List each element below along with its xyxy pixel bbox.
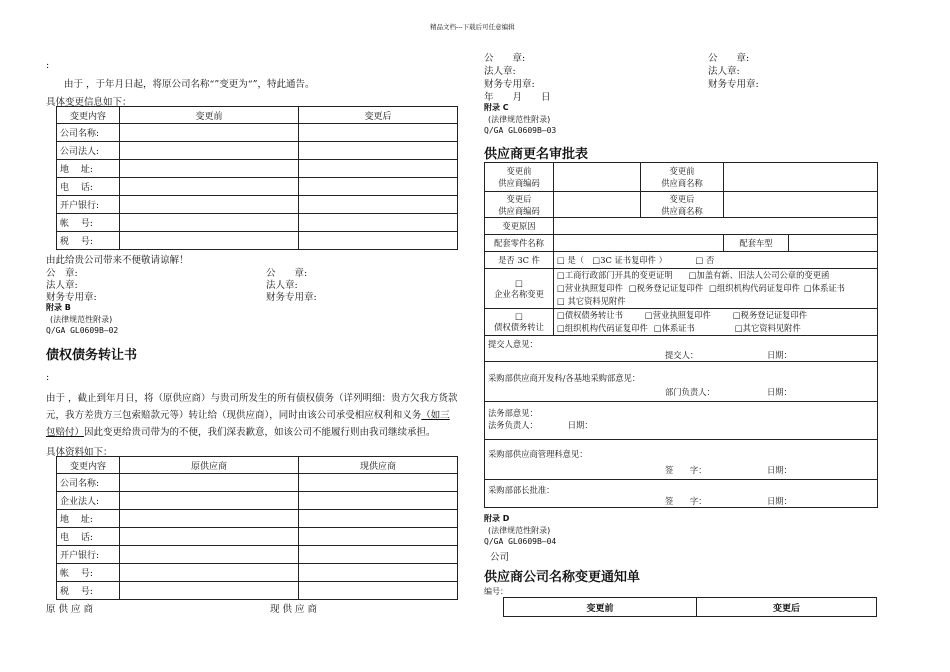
table-cell[interactable] [299,528,458,546]
change-info-label: 具体变更信息如下： [46,97,132,108]
row-label: 开户银行: [57,546,120,564]
is3c-yes-checkbox[interactable]: □ 是（ □3C 证书复印件 ） [557,255,667,265]
row-label: 公司法人: [57,142,120,160]
transfer-paragraph-3-underlined: 包赔付） [46,427,85,438]
debt-option[interactable]: □债权债务转让书 [557,310,623,320]
submitter-signature: 提交人： [665,350,699,360]
normative-label: (法律规范性附录) [488,115,551,124]
legal-opinion-label: 法务部意见： [488,408,538,418]
is3c-no-checkbox[interactable]: □ 否 [695,255,715,265]
table-cell[interactable] [120,142,299,160]
sign-finance: 财务专用章: [708,79,759,90]
sign-label: 签 字： [665,465,707,475]
parts-label: 配套零件名称 [485,235,554,252]
salutation-colon: : [46,372,50,383]
table-cell[interactable] [120,178,299,196]
reason-value[interactable] [554,218,878,235]
table-cell[interactable] [299,582,458,600]
row-label: 帐 号: [57,564,120,582]
sign-legal: 法人章: [46,280,78,291]
sign-legal: 法人章: [484,66,516,77]
name-change-option[interactable]: □加盖有新、旧法人公司公章的变更函 [688,270,830,280]
after-name-value[interactable] [724,192,878,218]
legal-head-label [488,419,874,431]
director-approval-label: 采购部部长批准： [488,485,555,495]
table-cell[interactable] [120,510,299,528]
table-cell[interactable] [299,232,458,250]
table-header: 现供应商 [299,457,458,474]
notice-text: 由于 ，于年月日起，将原公司名称“”变更为“”，特此通告。 [64,79,315,90]
table-cell[interactable] [299,178,458,196]
transfer-paragraph-2: 元，我方差贵方三包索赔款元等）转让给（现供应商），同时由该公司承受相应权利和义务 [46,410,422,421]
model-label: 配套车型 [724,235,789,252]
table-cell[interactable] [299,546,458,564]
table-cell[interactable] [299,510,458,528]
transfer-paragraph-3: 因此变更给贵司带为的不便，我们深表歉意，如该公司不能履行则由我司继续承担。 [84,427,436,438]
doc-code: Q/GA GL0609B—04 [484,537,557,546]
table-cell[interactable] [120,546,299,564]
appendix-label: 附录 B [46,303,71,312]
apology-text: 由此给贵公司带来不便敬请谅解！ [46,255,189,266]
reason-label: 变更原因 [485,218,554,235]
name-change-checkbox[interactable]: □ 企业名称变更 [485,269,554,309]
dept-head-label: 部门负责人： [665,387,715,397]
normative-label: (法律规范性附录) [50,315,113,324]
debt-option[interactable]: □体系证书 [653,323,695,333]
before-name-label: 变更前 供应商名称 [641,163,724,192]
model-value[interactable] [789,235,878,252]
table-cell[interactable] [120,232,299,250]
doc-code: Q/GA GL0609B—02 [46,326,119,335]
date-label: 日期： [767,496,792,506]
procurement-mgmt-opinion-label: 采购部供应商管理科意见： [488,449,588,459]
table-cell[interactable] [120,492,299,510]
table-cell[interactable] [299,564,458,582]
after-name-label: 变更后 供应商名称 [641,192,724,218]
date-label: 日期： [767,350,792,360]
original-supplier-label: 原 供 应 商 [46,604,94,615]
salutation-colon: : [46,60,50,71]
table-cell[interactable] [120,160,299,178]
page-header: 精品文档---下载后可任意编辑 [430,23,515,31]
section-title: 债权债务转让书 [46,348,138,363]
row-label: 地 址: [57,160,120,178]
detail-label: 具体资料如下： [46,447,113,458]
name-change-option[interactable]: □税务登记证复印件 [628,283,704,293]
table-cell[interactable] [299,142,458,160]
table-cell[interactable] [120,124,299,142]
table-header: 原供应商 [120,457,299,474]
table-cell[interactable] [299,124,458,142]
appendix-label: 附录 C [484,103,509,112]
date-label: 日期： [767,465,792,475]
name-change-option[interactable]: □ 其它资料见附件 [557,296,626,306]
transfer-paragraph-1: 由于 ，截止到年月日，将（原供应商）与贵司所发生的所有债权债务（详列明细：贵方欠我方货款 [46,393,458,404]
sign-finance: 财务专用章: [46,292,97,303]
table-cell[interactable] [299,196,458,214]
after-code-label: 变更后 供应商编码 [485,192,554,218]
table-cell[interactable] [120,196,299,214]
debt-option[interactable]: □其它资料见附件 [734,323,801,333]
table-cell[interactable] [299,160,458,178]
sign-legal: 法人章: [266,280,298,291]
table-header: 变更后 [299,107,458,124]
sign-seal: 公 章: [484,53,526,64]
debt-option[interactable]: □税务登记证复印件 [732,310,808,320]
name-change-option[interactable]: □营业执照复印件 [557,283,623,293]
change-info-table [56,106,458,250]
sign-date: 年 月 日 [484,92,551,103]
sign-finance: 财务专用章: [266,292,317,303]
date-label: 日期： [567,420,593,430]
table-cell[interactable] [299,474,458,492]
row-label: 税 号: [57,232,120,250]
before-code-value[interactable] [554,163,641,192]
row-label: 帐 号: [57,214,120,232]
name-change-option[interactable]: □组织机构代码证复印件 [709,283,800,293]
row-label: 开户银行: [57,196,120,214]
normative-label: (法律规范性附录) [488,526,551,535]
row-label: 地 址: [57,510,120,528]
table-cell[interactable] [120,528,299,546]
name-change-option[interactable]: □工商行政部门开具的变更证明 [557,270,673,280]
after-code-value[interactable] [554,192,641,218]
legal-head-text: 法务负责人： [488,420,538,430]
transfer-paragraph-2-underlined: （如三 [421,410,450,421]
table-cell[interactable] [299,214,458,232]
notice-header-after: 变更后 [697,598,877,617]
row-label: 电 话: [57,528,120,546]
doc-code: Q/GA GL0609B—03 [484,126,557,135]
table-cell[interactable] [120,564,299,582]
row-label: 税 号: [57,582,120,600]
row-label: 电 话: [57,178,120,196]
row-label: 公司名称: [57,474,120,492]
sign-legal: 法人章: [708,66,740,77]
appendix-label: 附录 D [484,514,510,523]
table-header: 变更前 [120,107,299,124]
current-supplier-label: 现 供 应 商 [270,604,318,615]
before-name-value[interactable] [724,163,878,192]
parts-value[interactable] [554,235,724,252]
table-cell[interactable] [299,492,458,510]
procurement-dev-opinion-label: 采购部供应商开发科/各基地采购部意见： [488,373,641,383]
table-header: 变更内容 [57,107,120,124]
date-label: 日期： [767,387,792,397]
number-label: 编号： [484,587,508,596]
is3c-label: 是否 3C 件 [485,252,554,269]
company-label: 公司 [490,552,510,563]
section-title: 供应商更名审批表 [484,147,589,162]
table-header: 变更内容 [57,457,120,474]
submitter-opinion-label: 提交人意见： [488,339,538,349]
debt-transfer-checkbox[interactable]: □ 债权债务转让 [485,309,554,336]
row-label: 企业法人: [57,492,120,510]
table-cell[interactable] [120,582,299,600]
row-label: 公司名称: [57,124,120,142]
transfer-detail-table [56,456,458,600]
sign-seal: 公 章: [46,268,78,279]
notice-header-before: 变更前 [504,598,697,617]
rename-notice-table [503,597,877,617]
sign-finance: 财务专用章: [484,79,535,90]
sign-label: 签 字： [665,496,707,506]
debt-option[interactable]: □组织机构代码证复印件 [557,323,648,333]
sign-seal: 公 章: [266,268,308,279]
section-title: 供应商公司名称变更通知单 [484,570,641,585]
table-cell[interactable] [120,214,299,232]
table-cell[interactable] [120,474,299,492]
name-change-option[interactable]: □体系证书 [803,283,845,293]
sign-seal: 公 章: [708,53,750,64]
debt-option[interactable]: □营业执照复印件 [644,310,711,320]
before-code-label: 变更前 供应商编码 [485,163,554,192]
supplier-rename-approval-table [484,162,878,508]
